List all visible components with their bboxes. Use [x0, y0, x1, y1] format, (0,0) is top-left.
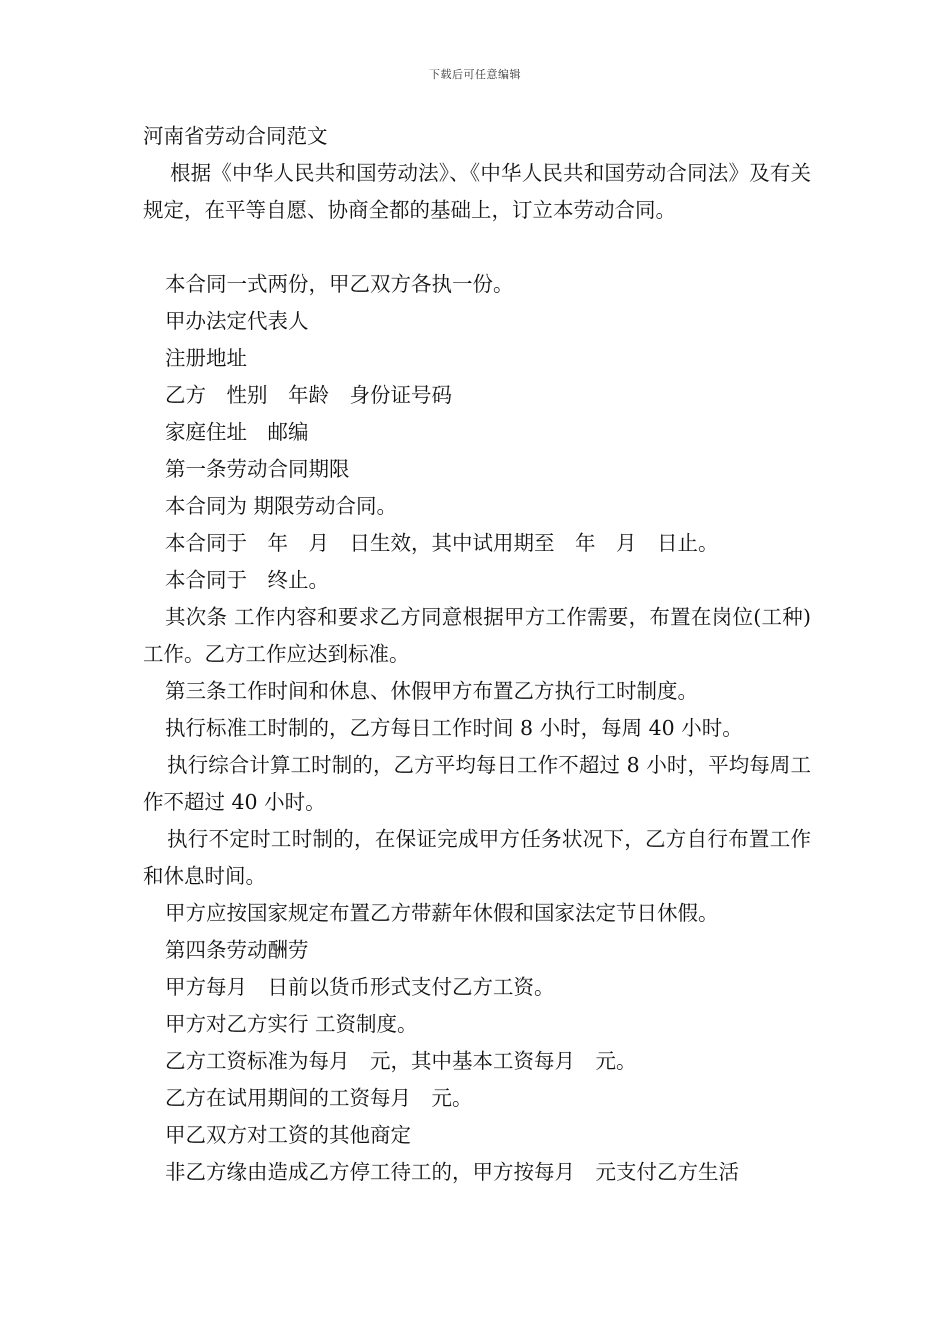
paragraph-flexible-hours: 执行不定时工时制的，在保证完成甲方任务状况下，乙方自行布置工作和休息时间。 — [143, 827, 811, 888]
paragraph-home-address: 家庭住址 邮编 — [165, 420, 309, 444]
paragraph-standard-hours: 执行标准工时制的，乙方每日工作时间 8 小时，每周 40 小时。 — [165, 716, 743, 740]
paragraph-wage-standard: 乙方工资标准为每月 元，其中基本工资每月 元。 — [165, 1049, 637, 1073]
paragraph-preamble: 根据《中华人民共和国劳动法》、《中华人民共和国劳动合同法》及有关规定，在平等自愿、协商全都的基础上，订立本劳动合同。 — [143, 161, 811, 222]
article-4-heading: 第四条劳动酬劳 — [165, 938, 309, 962]
paragraph-effective-date: 本合同于 年 月 日生效，其中试用期至 年 月 日止。 — [165, 531, 719, 555]
document-title: 河南省劳动合同范文 — [143, 124, 328, 148]
paragraph-party-a-rep: 甲办法定代表人 — [165, 309, 309, 333]
paragraph-paid-leave: 甲方应按国家规定布置乙方带薪年休假和国家法定节日休假。 — [165, 901, 719, 925]
paragraph-other-agreements: 甲乙双方对工资的其他商定 — [165, 1123, 411, 1147]
paragraph-pay-date: 甲方每月 日前以货币形式支付乙方工资。 — [165, 975, 555, 999]
paragraph-comprehensive-hours: 执行综合计算工时制的，乙方平均每日工作不超过 8 小时，平均每周工作不超过 40 小时。 — [143, 753, 811, 814]
paragraph-termination: 本合同于 终止。 — [165, 568, 329, 592]
article-1-heading: 第一条劳动合同期限 — [165, 457, 350, 481]
article-3-heading: 第三条工作时间和休息、休假甲方布置乙方执行工时制度。 — [165, 679, 698, 703]
document-body — [143, 118, 811, 1191]
paragraph-party-b-info: 乙方 性别 年龄 身份证号码 — [165, 383, 452, 407]
paragraph-registered-address: 注册地址 — [165, 346, 247, 370]
paragraph-wage-system: 甲方对乙方实行 工资制度。 — [165, 1012, 418, 1036]
paragraph-work-stoppage: 非乙方缘由造成乙方停工待工的，甲方按每月 元支付乙方生活 — [165, 1160, 739, 1184]
paragraph-copies: 本合同一式两份，甲乙双方各执一份。 — [165, 272, 514, 296]
paragraph-probation-wage: 乙方在试用期间的工资每月 元。 — [165, 1086, 473, 1110]
paragraph-contract-term: 本合同为 期限劳动合同。 — [165, 494, 398, 518]
article-2-paragraph: 其次条 工作内容和要求乙方同意根据甲方工作需要，布置在岗位(工种)工作。乙方工作应达到标准。 — [143, 605, 811, 666]
page-header: 下载后可任意编辑 — [429, 68, 521, 81]
